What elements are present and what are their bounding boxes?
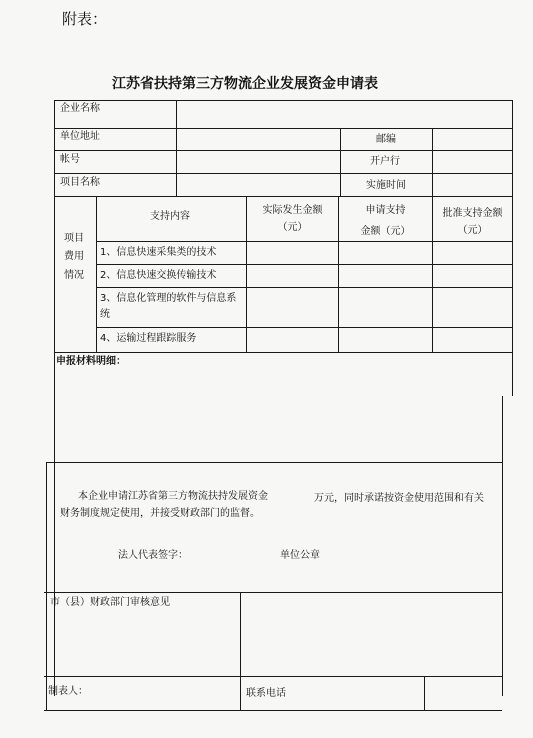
col-divider xyxy=(432,128,433,196)
header-support-content: 支持内容 xyxy=(150,211,190,222)
row-divider xyxy=(46,462,503,463)
row-divider xyxy=(54,173,513,174)
attachment-label: 附表： xyxy=(62,10,108,28)
border-top xyxy=(54,100,513,101)
label-account: 帐号 xyxy=(60,154,80,165)
support-item-4: 4、运输过程跟踪服务 xyxy=(100,333,197,344)
support-item-2: 2、信息快速交换传输技术 xyxy=(100,270,217,281)
row-divider xyxy=(54,128,513,129)
preparer-label: 制表人： xyxy=(48,686,88,697)
label-impl-time: 实施时间 xyxy=(366,180,406,191)
col-divider xyxy=(340,128,341,196)
label-address: 单位地址 xyxy=(60,131,100,142)
label-postcode: 邮编 xyxy=(376,134,396,145)
border-right-lower xyxy=(502,396,503,696)
label-project-name: 项目名称 xyxy=(60,177,100,188)
commitment-line2: 财务制度规定使用，并接受财政部门的监督。 xyxy=(60,508,260,519)
border-bottom xyxy=(44,710,502,711)
finance-review-label: 市（县）财政部门审核意见 xyxy=(50,597,170,608)
header-apply-amount: 申请支持 xyxy=(365,205,406,216)
seal-label: 单位公章 xyxy=(280,550,320,561)
header-actual-amount-unit: （元） xyxy=(277,222,308,233)
header-approved-amount-unit: （元） xyxy=(457,225,488,236)
cost-row-label-3: 情况 xyxy=(64,270,84,281)
cost-row-label-1: 项目 xyxy=(64,233,84,244)
col-divider xyxy=(424,676,425,710)
border-left-lower xyxy=(46,462,47,710)
row-divider xyxy=(96,241,513,242)
support-item-1: 1、信息快速采集类的技术 xyxy=(100,247,217,258)
row-divider xyxy=(44,676,503,677)
col-divider xyxy=(96,196,97,352)
col-divider xyxy=(240,592,241,710)
header-apply-amount-unit: 金额（元） xyxy=(360,226,411,237)
col-divider xyxy=(246,196,247,352)
form-title: 江苏省扶持第三方物流企业发展资金申请表 xyxy=(112,76,378,92)
col-divider xyxy=(338,196,339,352)
row-divider xyxy=(96,287,513,288)
col-divider xyxy=(176,100,177,196)
row-divider xyxy=(96,264,513,265)
row-divider xyxy=(54,196,513,197)
commitment-line1b: 万元，同时承诺按资金使用范围和有关 xyxy=(314,493,484,504)
row-divider xyxy=(96,327,513,328)
header-approved-amount: 批准支持金额 xyxy=(442,208,503,219)
row-divider xyxy=(54,352,513,353)
phone-label: 联系电话 xyxy=(246,688,286,699)
legal-rep-signature-label: 法人代表签字： xyxy=(118,550,188,561)
label-company-name: 企业名称 xyxy=(60,103,100,114)
header-actual-amount: 实际发生金额 xyxy=(262,205,323,216)
materials-label: 申报材料明细： xyxy=(56,356,126,367)
label-bank: 开户行 xyxy=(370,156,400,167)
row-divider xyxy=(54,150,513,151)
commitment-line1a: 本企业申请江苏省第三方物流扶持发展资金 xyxy=(78,491,268,502)
row-divider xyxy=(44,592,503,593)
cost-row-label-2: 费用 xyxy=(64,251,84,262)
support-item-3: 3、信息化管理的软件与信息系统 xyxy=(100,293,237,320)
